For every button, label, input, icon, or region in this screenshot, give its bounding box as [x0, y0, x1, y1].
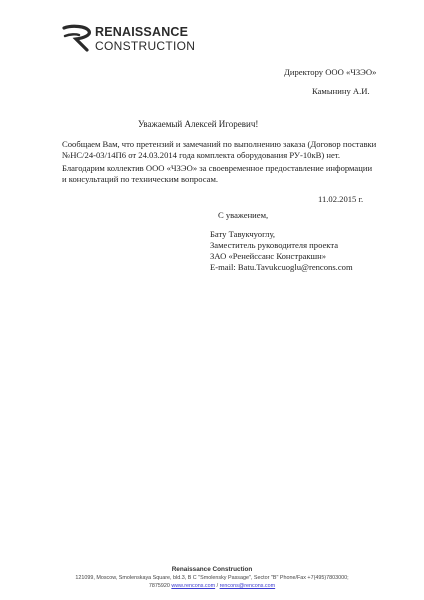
signer-company: ЗАО «Ренейссанс Констракшн»: [210, 251, 327, 261]
addressee-name: Камынину А.И.: [312, 86, 370, 96]
footer-contacts: [0, 583, 424, 589]
company-logo: [62, 24, 212, 54]
logo-wordmark-bottom: CONSTRUCTION: [95, 39, 196, 53]
body-line: №НС/24-03/14П6 от 24.03.2014 года комплекта оборудования РУ-10кВ) нет.: [62, 150, 341, 160]
closing-regards: С уважением,: [218, 210, 269, 220]
renaissance-logo-icon: [62, 24, 92, 52]
body-line: Благодарим коллектив ООО «ЧЗЭО» за своевременное предоставление информации: [62, 163, 373, 173]
signer-position: Заместитель руководителя проекта: [210, 240, 339, 250]
letter-date: 11.02.2015 г.: [318, 194, 364, 204]
signer-email: E-mail: Batu.Tavukcuoglu@rencons.com: [210, 262, 353, 272]
signer-name: Бату Тавукчуоглу,: [210, 229, 276, 239]
addressee-title: Директору ООО «ЧЗЭО»: [284, 67, 377, 77]
footer-phone-tail: 7875920: [148, 583, 170, 589]
logo-wordmark-top: RENAISSANCE: [95, 25, 189, 39]
body-line: и консультаций по техническим вопросам.: [62, 174, 219, 184]
body-line: Сообщаем Вам, что претензий и замечаний по выполнению заказа (Договор поставки: [62, 139, 377, 149]
footer-separator: /: [216, 583, 219, 589]
greeting: Уважаемый Алексей Игоревич!: [138, 119, 259, 129]
footer-address: 121099, Moscow, Smolenskaya Square, bld.3, B C "Smolensky Passage", Sector "B" Phone/Fax +7(495)7803000;: [75, 575, 349, 581]
footer-company: Renaissance Construction: [171, 566, 253, 573]
footer-site-link[interactable]: www.rencons.com: [171, 583, 216, 589]
footer-mail-link[interactable]: rencons@rencons.com: [219, 583, 276, 589]
